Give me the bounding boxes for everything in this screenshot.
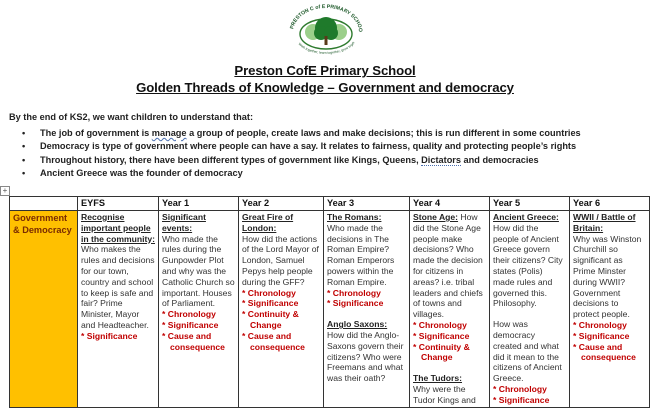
bullet-icon: •: [22, 141, 26, 152]
cell-year-2: [239, 211, 324, 408]
topic-block: [327, 212, 406, 309]
topic-heading: Significant events:: [162, 212, 206, 233]
topic-heading: Great Fire of London:: [242, 212, 294, 233]
skill-tag: * Chronology: [493, 383, 547, 394]
topic-block: [413, 212, 486, 363]
row-header-government: Government & Democracy: [10, 211, 78, 408]
skill-tag: * Significance: [162, 319, 219, 330]
col-header-year-5: Year 5: [490, 197, 570, 211]
skill-tag: * Significance: [81, 330, 138, 341]
topic-block: [81, 212, 155, 342]
skill-tag: * Chronology: [573, 319, 627, 330]
skill-tag: * Chronology: [327, 287, 381, 298]
skill-tag: * Significance: [413, 330, 470, 341]
skill-tag: * Cause and consequence: [573, 341, 636, 363]
col-header-year-4: Year 4: [410, 197, 490, 211]
bullet-item: • The job of government is manage a group of people, create laws and make decisions; this is run different in some countries: [22, 127, 581, 140]
topic-question: How did the people of Ancient Greece govern their citizens? City states (Polis) made rules and governed this. Philosophy.: [493, 222, 563, 309]
logo-name-text: PRESTON C of E PRIMARY SCHOO: [289, 3, 364, 33]
skill-tag: * Significance: [327, 298, 384, 309]
page-title: Preston CofE Primary School: [234, 63, 416, 78]
bullet-icon: •: [22, 154, 26, 165]
skill-tag: * Chronology: [242, 287, 296, 298]
topic-question: Why was Winston Churchill so significant as Prime Minster during WWII? Government decisions to protect people.: [573, 233, 642, 320]
topic-block: [327, 319, 406, 384]
block-spacer: [327, 309, 406, 319]
topic-question: How was democracy created and what did it mean to the citizens of Ancient Greece.: [493, 319, 562, 384]
curriculum-table: [9, 196, 650, 408]
table-row: [10, 211, 650, 408]
topic-heading: Ancient Greece:: [493, 212, 559, 222]
spellcheck-mark[interactable]: manage: [151, 128, 187, 138]
topic-block: [162, 212, 235, 352]
topic-question: Who made the rules during the Gunpowder Plot and why was the Catholic Church so important. Houses of Parliament.: [162, 233, 235, 309]
topic-question: Who made the decisions in The Roman Empire? Roman Emperors powers within the Roman Empire.: [327, 222, 395, 287]
skill-tag: * Significance: [242, 298, 299, 309]
topic-heading: The Romans:: [327, 212, 382, 222]
skill-tag: * Cause and consequence: [162, 330, 225, 352]
page-subtitle: Golden Threads of Knowledge – Government and democracy: [136, 80, 514, 95]
cell-year-4: [410, 211, 490, 408]
topic-heading: WWII / Battle of Britain:: [573, 212, 636, 233]
cell-year-3: [324, 211, 410, 408]
table-move-handle-icon[interactable]: +: [0, 186, 10, 196]
topic-block: [493, 212, 566, 309]
topic-question: Why were the Tudor Kings and: [413, 383, 476, 405]
topic-question: How did the Stone Age people make decisions? Who made the decision for citizens in areas? i.e. tribal leaders and chiefs of towns and villages.: [413, 212, 483, 320]
corner-cell: [10, 197, 78, 211]
topic-block: [413, 373, 486, 405]
topic-block: [573, 212, 646, 363]
cell-eyfs: [78, 211, 159, 408]
col-header-year-6: Year 6: [570, 197, 650, 211]
cell-year-5: [490, 211, 570, 408]
block-spacer: [413, 363, 486, 373]
bullet-item: • Ancient Greece was the founder of democracy: [22, 167, 581, 180]
col-header-year-3: Year 3: [324, 197, 410, 211]
topic-block: [242, 212, 320, 352]
logo-motto-text: Work together, learn together, grow toget: [297, 41, 356, 55]
school-logo: [287, 2, 365, 56]
cell-year-1: [159, 211, 239, 408]
topic-heading: The Tudors:: [413, 373, 463, 384]
topic-question: How did the Anglo-Saxons govern their citizens? Who were Freemans and what was their oath?: [327, 329, 404, 384]
block-spacer: [493, 309, 566, 319]
bullet-icon: •: [22, 168, 26, 179]
intro-text: By the end of KS2, we want children to understand that:: [9, 112, 253, 122]
col-header-eyfs: EYFS: [78, 197, 159, 211]
skill-tag: * Continuity & Change: [413, 341, 470, 363]
bullet-icon: •: [22, 128, 26, 138]
col-header-year-1: Year 1: [159, 197, 239, 211]
bullet-item: • Democracy is type of government where people can have a say. It relates to fairness, quality and protecting people’s rights: [22, 140, 581, 153]
cell-year-6: [570, 211, 650, 408]
bullet-item: • Throughout history, there have been different types of government like Kings, Queens, Dictators and democracies: [22, 154, 581, 167]
topic-heading: Anglo Saxons:: [327, 319, 388, 330]
topic-question: How did the actions of the Lord Mayor of London, Samuel Pepys help people during the GFF?: [242, 233, 319, 287]
header-row: [10, 197, 650, 211]
grammar-mark[interactable]: Dictators: [421, 154, 461, 165]
topic-heading: Recognise important people in the community:: [81, 212, 156, 244]
skill-tag: * Chronology: [413, 319, 467, 330]
col-header-year-2: Year 2: [239, 197, 324, 211]
learning-bullets: [22, 127, 581, 181]
skill-tag: * Continuity & Change: [242, 309, 299, 330]
skill-tag: * Significance: [493, 394, 550, 405]
skill-tag: * Cause and consequence: [242, 330, 305, 352]
topic-block: [493, 319, 566, 405]
topic-heading: Stone Age:: [413, 212, 459, 222]
skill-tag: * Significance: [573, 330, 630, 341]
topic-question: Who makes the rules and decisions for our town, country and school to keep is safe and fair? Prime Minister, Mayor and Headteacher.: [81, 244, 155, 330]
skill-tag: * Chronology: [162, 309, 216, 320]
